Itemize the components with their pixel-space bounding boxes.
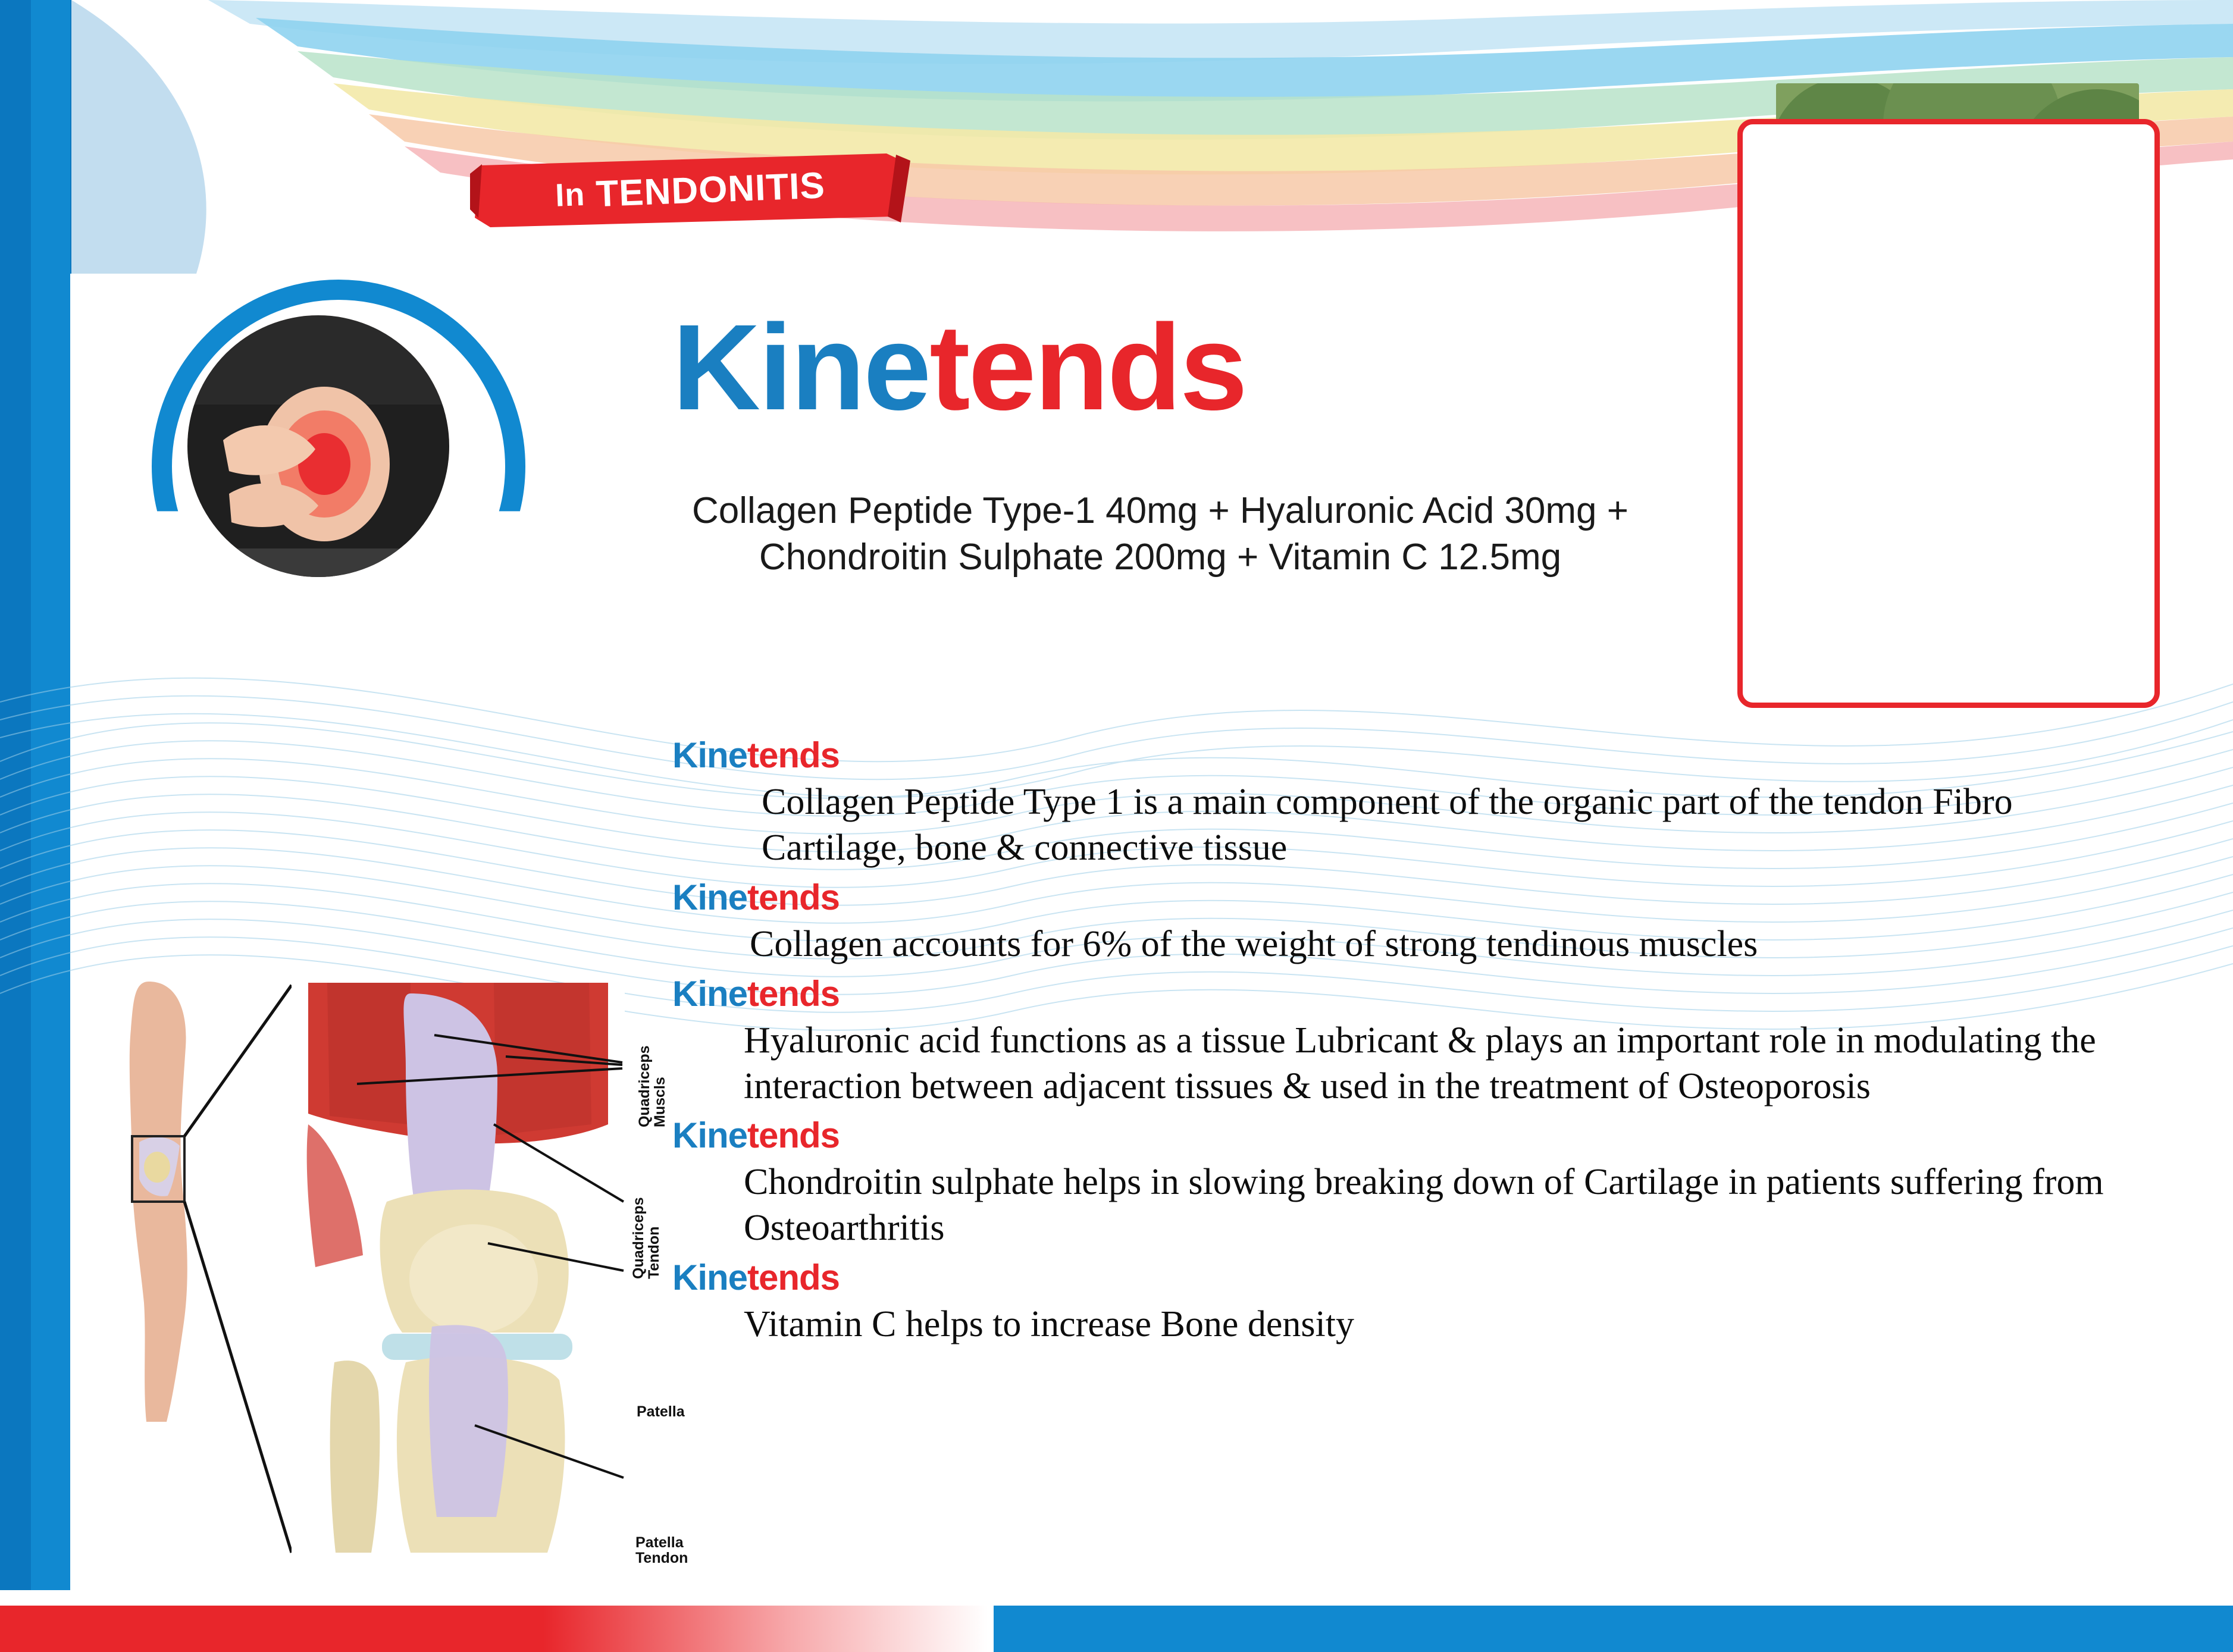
knee-pain-photo-circle <box>152 280 485 613</box>
benefit-item-4 <box>672 1115 2160 1251</box>
benefit-brand-2-tends: tends <box>747 877 840 917</box>
benefit-brand-4 <box>672 1115 2160 1156</box>
benefit-brand-5 <box>672 1257 2160 1298</box>
bottom-white-strip <box>0 1590 2233 1606</box>
benefit-item-2 <box>672 877 2160 967</box>
composition-line-1: Collagen Peptide Type-1 40mg + Hyaluronic Acid 30mg + <box>692 490 1628 531</box>
benefits-list <box>672 735 2160 1353</box>
bottom-bar-gap <box>988 1606 994 1652</box>
benefit-brand-4-tends: tends <box>747 1115 840 1156</box>
knee-pain-photo <box>187 315 449 577</box>
banner-prefix: In <box>555 176 586 214</box>
benefit-brand-1-tends: tends <box>747 735 840 775</box>
benefit-brand-2-kine: Kine <box>672 877 748 917</box>
benefit-brand-2 <box>672 877 2160 918</box>
label-patella-tendon-line2: Tendon <box>635 1550 688 1567</box>
benefit-brand-3-tends: tends <box>747 973 840 1014</box>
page-title <box>672 297 1246 438</box>
label-patella: Patella <box>637 1403 685 1420</box>
benefit-brand-5-kine: Kine <box>672 1258 748 1298</box>
bottom-color-bar <box>0 1606 2233 1652</box>
benefit-item-3 <box>672 973 2160 1109</box>
benefit-text-4: Chondroitin sulphate helps in slowing breaking down of Cartilage in patients suffering from Osteoarthritis <box>744 1162 2104 1249</box>
label-quadriceps-tendon-line1: Quadriceps <box>630 1197 647 1279</box>
couple-photo-frame <box>1737 119 2160 708</box>
composition-text <box>535 488 1785 580</box>
brand-part-tends: tends <box>929 299 1246 435</box>
label-quadriceps-muscles-line1: Quadriceps <box>636 1045 653 1127</box>
label-patella-tendon-line1: Patella <box>635 1534 684 1551</box>
benefit-brand-3 <box>672 973 2160 1014</box>
benefit-item-1 <box>672 735 2160 871</box>
benefit-brand-5-tends: tends <box>747 1258 840 1298</box>
banner-text <box>469 142 912 239</box>
benefit-text-3: Hyaluronic acid functions as a tissue Lubricant & plays an important role in modulating the interaction between adjacent tissues & used in the treatment of Osteoporosis <box>744 1020 2096 1106</box>
benefit-text-5: Vitamin C helps to increase Bone density <box>744 1304 1354 1345</box>
label-quadriceps-tendon-line2: Tendon <box>646 1226 663 1279</box>
knee-pain-illustration <box>187 315 449 577</box>
benefit-brand-1-kine: Kine <box>672 735 748 775</box>
benefit-item-5 <box>672 1257 2160 1347</box>
composition-line-2: Chondroitin Sulphate 200mg + Vitamin C 12.5mg <box>759 536 1562 578</box>
benefit-text-2: Collagen accounts for 6% of the weight of strong tendinous muscles <box>750 923 1758 964</box>
brand-part-kine: Kine <box>672 299 930 435</box>
tendonitis-banner <box>470 150 910 231</box>
benefit-brand-1 <box>672 735 2160 776</box>
label-quadriceps-tendon <box>631 1197 662 1279</box>
label-quadriceps-muscles-line2: Muscls <box>652 1077 669 1127</box>
label-quadriceps-muscles <box>637 1045 668 1127</box>
label-patella-tendon <box>635 1535 688 1566</box>
knee-anatomy-diagram <box>77 946 690 1594</box>
benefit-text-1: Collagen Peptide Type 1 is a main component of the organic part of the tendon Fibro Cartilage, bone & connective tissue <box>762 782 2013 868</box>
benefit-brand-3-kine: Kine <box>672 973 748 1014</box>
bottom-bar-blue <box>994 1606 2233 1652</box>
banner-title: TENDONITIS <box>595 164 826 215</box>
benefit-brand-4-kine: Kine <box>672 1115 748 1156</box>
knee-anatomy-illustration <box>77 946 690 1594</box>
bottom-bar-red <box>0 1606 988 1652</box>
